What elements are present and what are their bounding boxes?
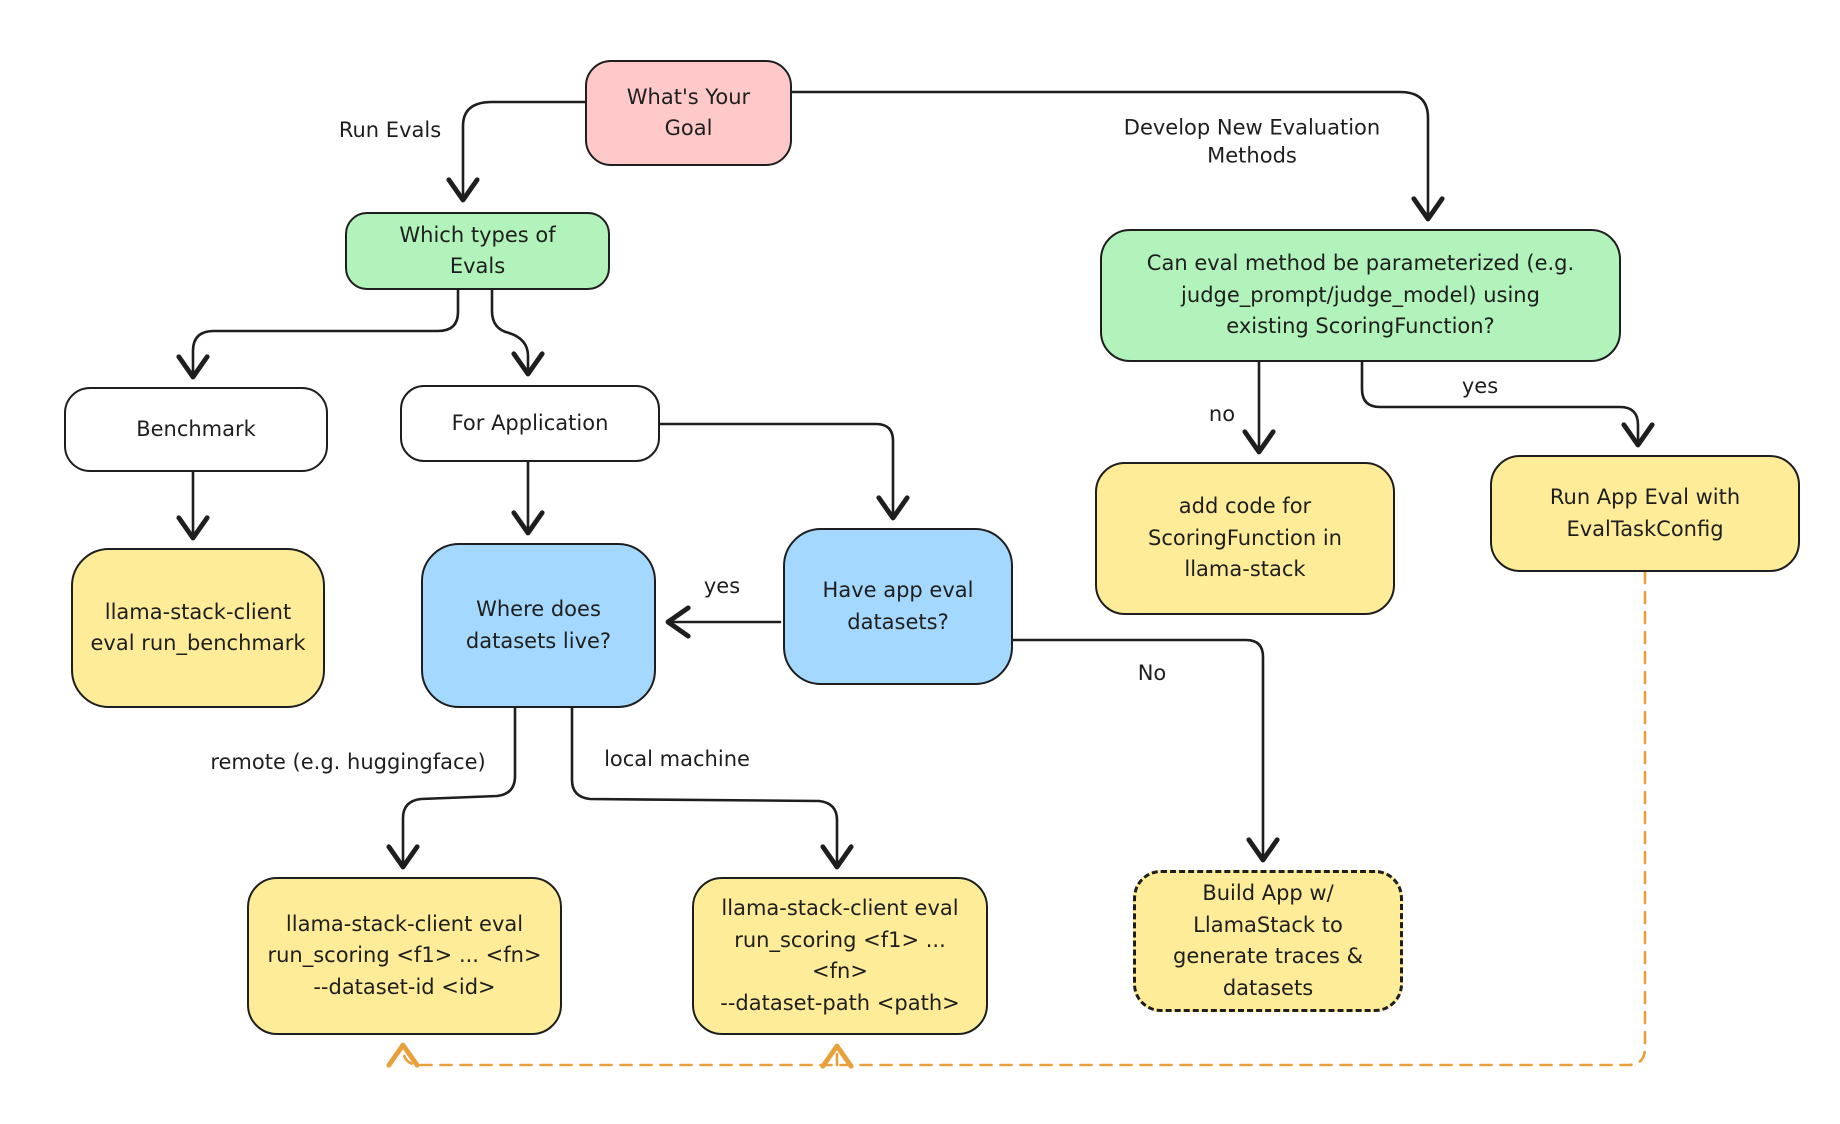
node-eval-run-benchmark-cmd: llama-stack-client eval run_benchmark xyxy=(71,548,325,708)
node-which-types-of-evals: Which types of Evals xyxy=(345,212,610,290)
edge-which-benchmark xyxy=(193,290,458,377)
node-add-code-scoringfunction: add code for ScoringFunction in llama-stack xyxy=(1095,462,1395,615)
node-run-scoring-dataset-path-cmd: llama-stack-client eval run_scoring <f1> ... <fn> --dataset-path <path> xyxy=(692,877,988,1035)
node-whats-your-goal: What's Your Goal xyxy=(585,60,792,166)
node-have-app-eval-datasets: Have app eval datasets? xyxy=(783,528,1013,685)
edge-where-datasetpath xyxy=(572,708,837,867)
edge-caneval-runapp-yes xyxy=(1362,362,1638,445)
label-run-evals: Run Evals xyxy=(338,117,442,142)
node-run-app-eval-evaltaskconfig: Run App Eval with EvalTaskConfig xyxy=(1490,455,1800,572)
edge-forapp-have xyxy=(660,424,893,518)
label-develop-new-evaluation-methods: Develop New Evaluation Methods xyxy=(1123,115,1381,168)
label-yes-have-datasets: yes xyxy=(703,573,741,598)
label-local-machine: local machine xyxy=(604,746,750,771)
edge-where-datasetid xyxy=(403,708,515,867)
node-benchmark: Benchmark xyxy=(64,387,328,472)
node-for-application: For Application xyxy=(400,385,660,462)
label-no-parameterized: no xyxy=(1208,401,1236,426)
node-can-eval-method-parameterized: Can eval method be parameterized (e.g. judge_prompt/judge_model) using existing ScoringFunction? xyxy=(1100,229,1621,362)
node-where-does-datasets-live: Where does datasets live? xyxy=(421,543,656,708)
label-no-have-datasets: No xyxy=(1137,660,1167,685)
node-run-scoring-dataset-id-cmd: llama-stack-client eval run_scoring <f1> ... <fn> --dataset-id <id> xyxy=(247,877,562,1035)
label-yes-parameterized: yes xyxy=(1461,373,1499,398)
edge-which-forapp xyxy=(492,290,528,374)
label-remote-huggingface: remote (e.g. huggingface) xyxy=(210,749,486,774)
edge-goal-which-types xyxy=(463,102,585,200)
node-build-app-llamastack: Build App w/ LlamaStack to generate traces & datasets xyxy=(1133,870,1403,1012)
